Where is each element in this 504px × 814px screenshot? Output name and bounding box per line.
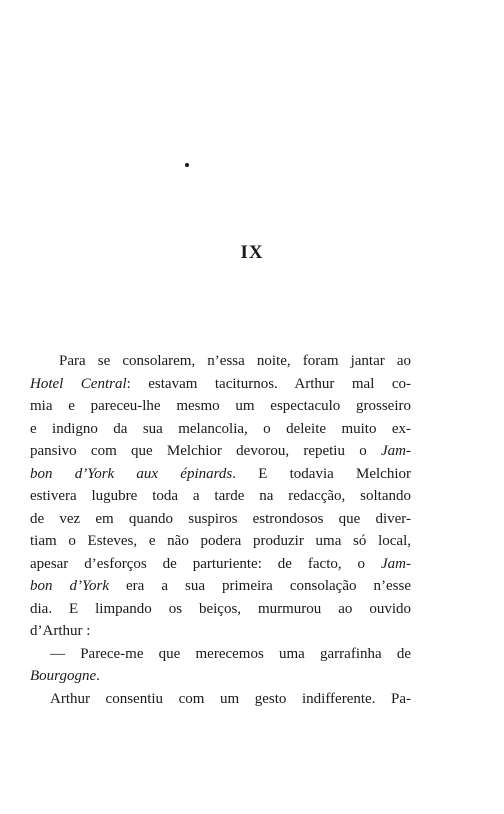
text-run: apesar d’esforços de parturiente: de facto, o — [30, 555, 381, 572]
text-line — [30, 418, 411, 441]
body-text — [30, 350, 411, 710]
text-run: tiam o Esteves, e não podera produzir uma só local, — [30, 533, 411, 549]
ink-speck — [185, 163, 189, 167]
text-run: mia e pareceu-lhe mesmo um espectaculo grosseiro — [30, 398, 411, 414]
text-line — [30, 643, 411, 666]
text-run: era a sua primeira consolação n’esse — [108, 578, 411, 594]
text-run: pansivo com que Melchior devorou, repetiu o — [30, 443, 381, 459]
text-line — [30, 553, 411, 576]
text-run: Arthur consentiu com um gesto indifferente. Pa- — [50, 690, 411, 707]
text-line — [30, 665, 411, 688]
text-line — [30, 598, 411, 621]
text-run: estivera lugubre toda a tarde na redacção, soltando — [30, 488, 411, 504]
text-line — [30, 688, 411, 711]
text-line — [30, 463, 411, 486]
text-run: Para se consolarem, n’essa noite, foram jantar ao — [59, 353, 411, 369]
italic-phrase: bon d’York — [30, 578, 109, 594]
text-run: de vez em quando suspiros estrondosos que diver- — [30, 510, 411, 527]
text-run: d’Arthur : — [30, 623, 91, 639]
text-line — [30, 440, 411, 463]
italic-phrase: Hotel Central — [30, 375, 127, 392]
text-line — [30, 350, 411, 373]
italic-phrase: Jam- — [381, 443, 411, 459]
text-run: — Parece-me que merecemos uma garrafinha de — [50, 645, 411, 662]
chapter-heading: IX — [240, 242, 264, 263]
italic-phrase: Jam- — [381, 555, 411, 572]
text-run: dia. E limpando os beiços, murmurou ao ouvido — [30, 600, 411, 617]
text-line — [30, 373, 411, 396]
text-run: . — [96, 668, 100, 684]
text-line — [30, 508, 411, 531]
text-run: . E todavia Melchior — [232, 465, 411, 482]
text-line — [30, 485, 411, 508]
italic-phrase: bon d’York aux épinards — [30, 465, 233, 482]
text-line — [30, 575, 411, 598]
text-line — [30, 530, 411, 553]
text-run: e indigno da sua melancolia, o deleite muito ex- — [30, 420, 411, 437]
text-line — [30, 395, 411, 418]
italic-phrase: Bourgogne — [30, 668, 97, 684]
text-run: : estavam taciturnos. Arthur mal co- — [126, 375, 411, 392]
text-line — [30, 620, 411, 643]
